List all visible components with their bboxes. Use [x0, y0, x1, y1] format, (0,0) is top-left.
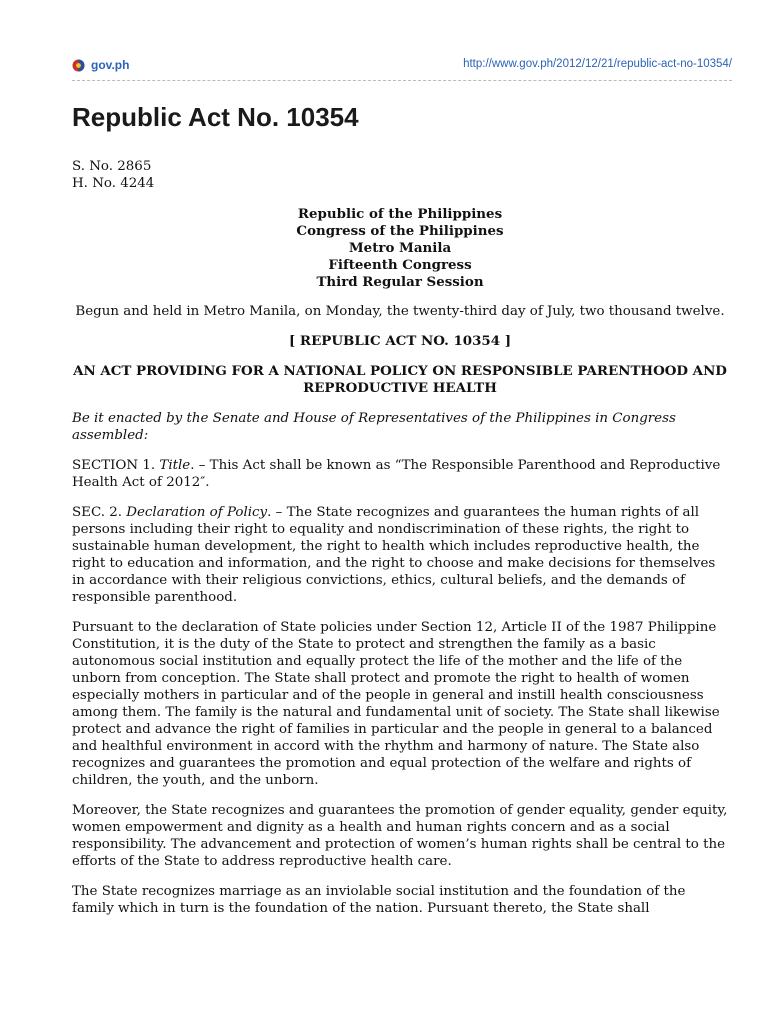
house-number: H. No. 4244 [72, 176, 155, 191]
act-title: AN ACT PROVIDING FOR A NATIONAL POLICY ON RESPONSIBLE PARENTHOOD AND REPRODUCTIVE HEALTH [73, 363, 727, 396]
brand-name: gov.ph [91, 58, 130, 72]
section-1-number: SECTION 1. [72, 458, 160, 473]
source-url-link[interactable]: http://www.gov.ph/2012/12/21/republic-act-no-10354/ [463, 58, 732, 70]
republic-act-label: [ REPUBLIC ACT NO. 10354 ] [288, 333, 512, 349]
paragraph-marriage: The State recognizes marriage as an inviolable social institution and the foundation of the family which in turn is the foundation of the nation. Pursuant thereto, the State shall [72, 884, 686, 916]
senate-number: S. No. 2865 [72, 159, 152, 174]
enacting-clause: Be it enacted by the Senate and House of Representatives of the Philippines in Congress assembled: [72, 411, 676, 443]
header-line-session: Third Regular Session [316, 274, 484, 290]
section-1 [72, 457, 728, 491]
page-title: Republic Act No. 10354 [72, 102, 359, 132]
section-2 [72, 504, 728, 606]
header-line-location: Metro Manila [348, 240, 452, 256]
header-line-congress: Congress of the Philippines [296, 223, 504, 239]
section-2-text: . – The State recognizes and guarantees the human rights of all persons including their right to equality and nondiscrimination of these rights, the right to sustainable human development, the right to health which includes reproductive health, the right to education and information, and the right to choose and make decisions for themselves in accordance with their religious convictions, ethics, cultural beliefs, and the demands of responsible parenthood. [72, 505, 716, 605]
document-body [72, 158, 728, 930]
section-2-number: SEC. 2. [72, 505, 127, 520]
document-header [72, 206, 728, 291]
section-1-text: . – This Act shall be known as “The Responsible Parenthood and Reproductive Health Act of 2012″. [72, 458, 721, 490]
begun-statement: Begun and held in Metro Manila, on Monday, the twenty-third day of July, two thousand twelve. [75, 304, 725, 319]
page-header-bar [72, 54, 732, 81]
header-line-republic: Republic of the Philippines [297, 206, 503, 222]
section-2-heading: Declaration of Policy [126, 505, 268, 520]
paragraph-gender-equality: Moreover, the State recognizes and guarantees the promotion of gender equality, gender equity, women empowerment and dignity as a health and human rights concern and as a social responsibility. The advancement and protection of women’s human rights shall be central to the efforts of the State to address reproductive health care. [72, 803, 728, 869]
site-brand[interactable] [72, 58, 129, 72]
paragraph-constitution: Pursuant to the declaration of State policies under Section 12, Article II of the 1987 Philippine Constitution, it is the duty of the State to protect and strengthen the family as a basic autonomous social institution and equally protect the life of the mother and the life of the unborn from conception. The State shall protect and promote the right to health of women especially mothers in particular and of the people in general and instill health consciousness among them. The family is the natural and fundamental unit of society. The State shall likewise protect and advance the right of families in particular and the people in general to a balanced and healthful environment in accord with the rhythm and harmony of nature. The State also recognizes and guarantees the promotion and equal protection of the welfare and rights of children, the youth, and the unborn. [72, 620, 720, 788]
seal-icon [72, 59, 85, 72]
header-line-congress-number: Fifteenth Congress [328, 257, 472, 273]
bill-numbers [72, 158, 728, 192]
section-1-heading: Title [159, 458, 191, 473]
